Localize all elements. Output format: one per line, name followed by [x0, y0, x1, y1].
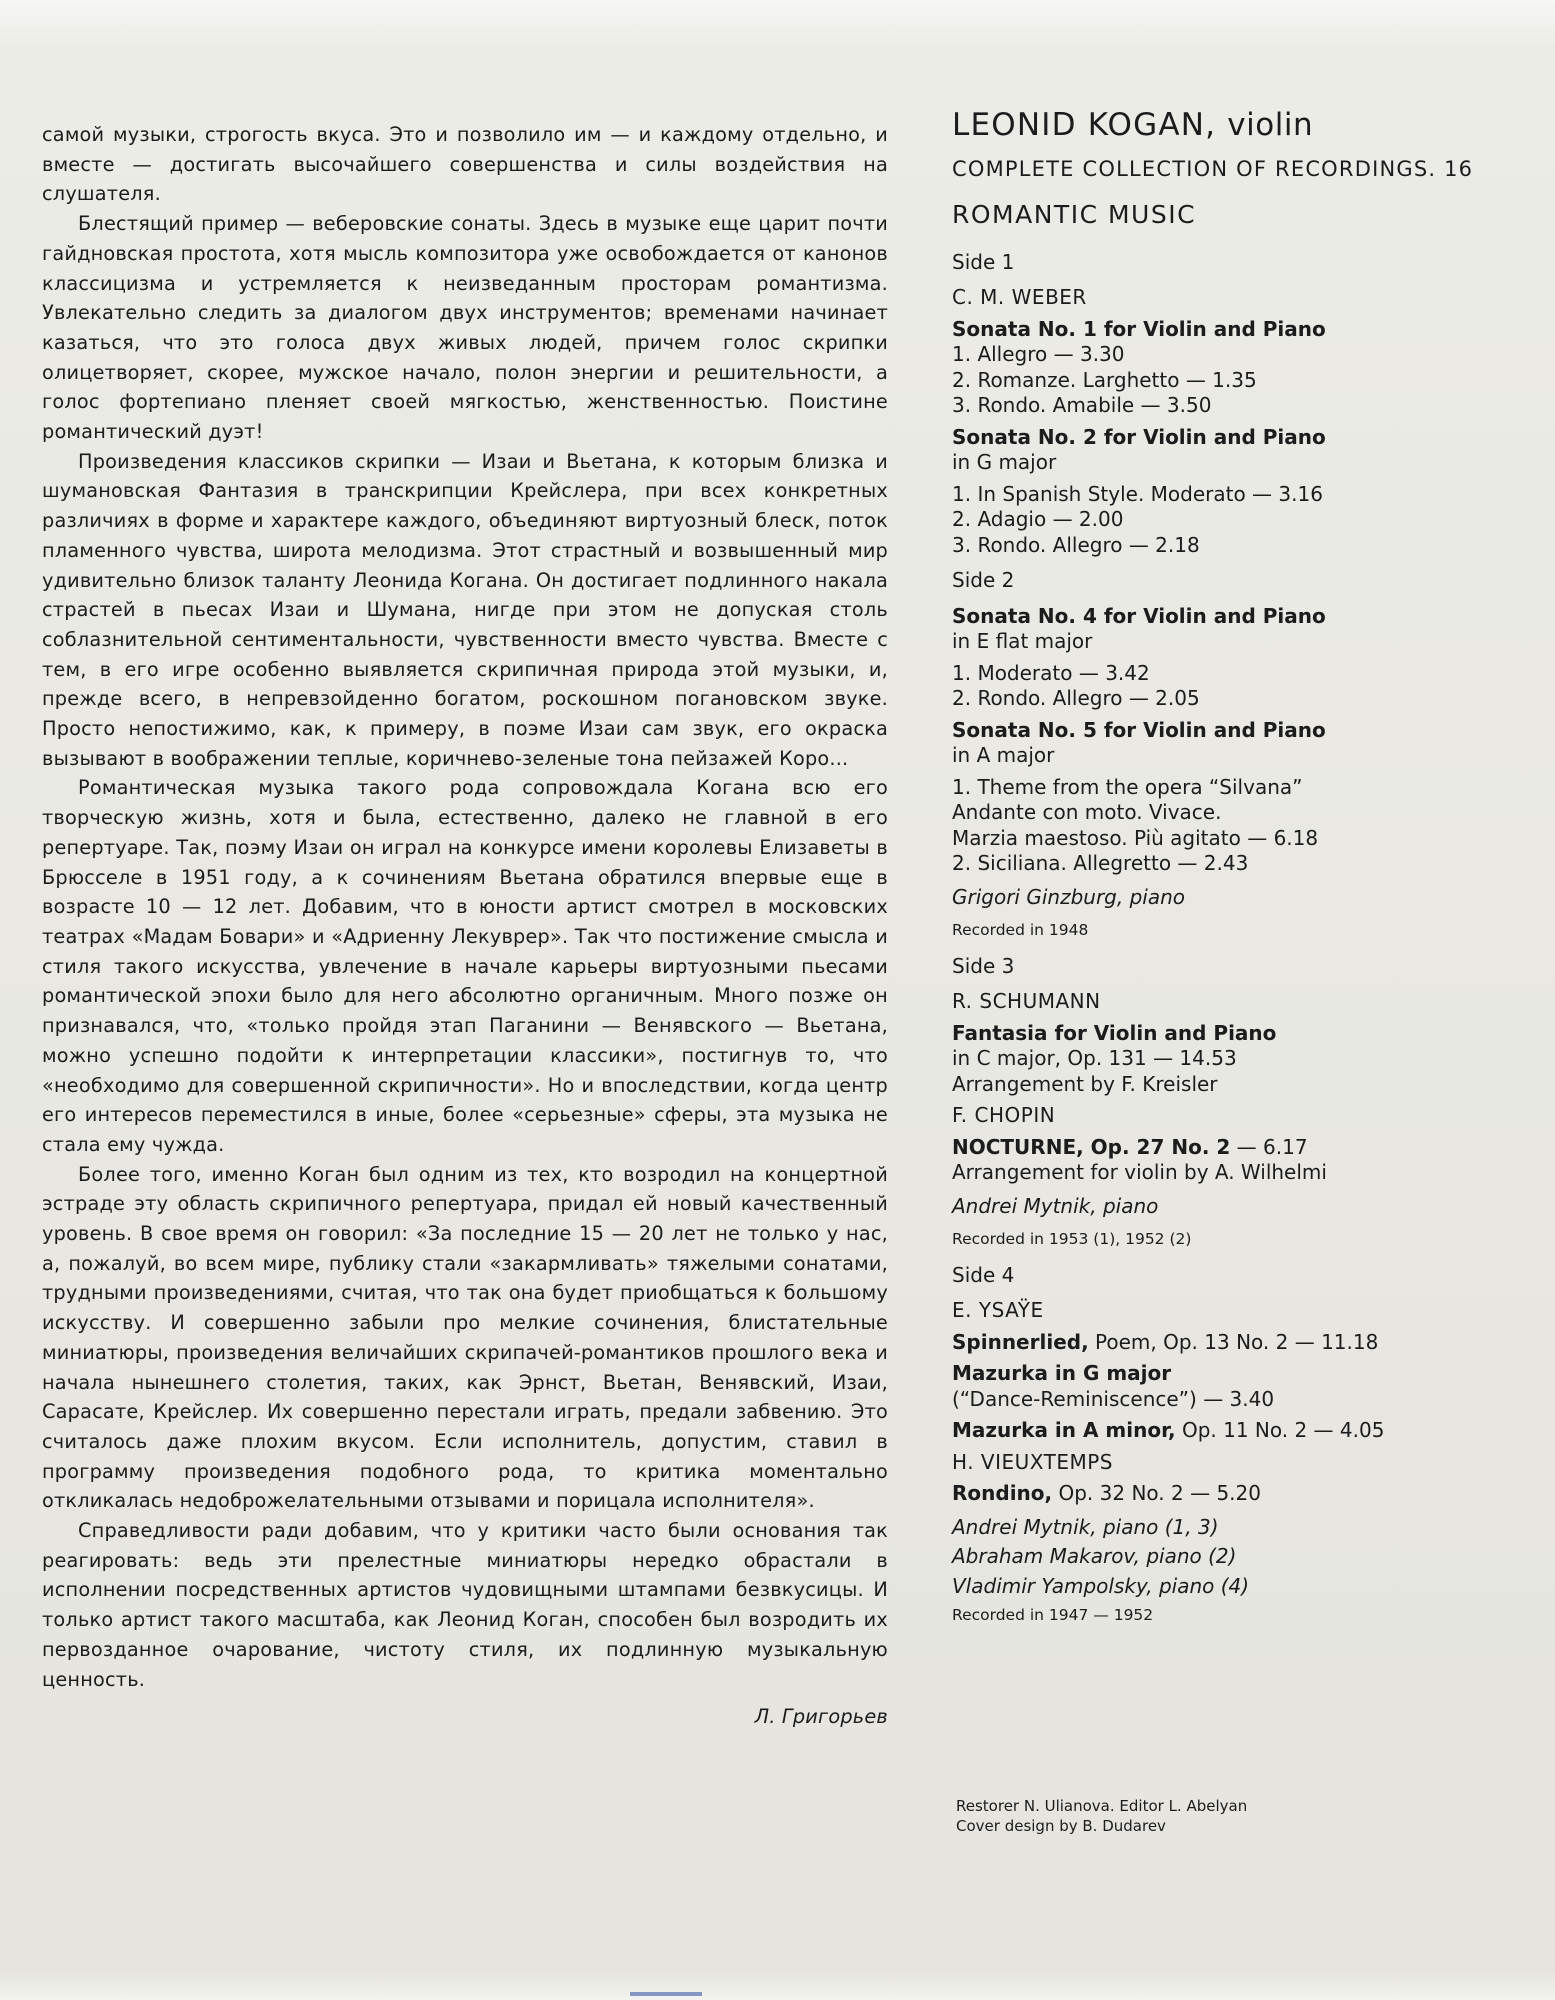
- arrangement-credit: Arrangement for violin by A. Wilhelmi: [952, 1160, 1327, 1184]
- work-title: Mazurka in G major: [952, 1361, 1172, 1385]
- side-label: Side 1: [952, 249, 1015, 274]
- track-line: Marzia maestoso. Più agitato — 6.18: [952, 825, 1319, 850]
- artist-heading: [952, 107, 1512, 143]
- work-title: Mazurka in A minor,: [952, 1418, 1176, 1442]
- work-detail: Poem, Op. 13 No. 2 — 11.18: [1088, 1329, 1379, 1354]
- performer-credit: Abraham Makarov, piano (2): [952, 1544, 1237, 1568]
- work-block: [952, 718, 1512, 877]
- composer-name: F. CHOPIN: [952, 1103, 1056, 1127]
- work-line: [952, 1135, 1512, 1161]
- performer-credit: Vladimir Yampolsky, piano (4): [952, 1573, 1250, 1598]
- work-block: [952, 1418, 1512, 1444]
- work-block: [952, 317, 1512, 419]
- work-title: Sonata No. 1 for Violin and Piano: [952, 316, 1326, 341]
- work-detail: Op. 32 No. 2 — 5.20: [1052, 1481, 1261, 1505]
- work-duration: — 6.17: [1230, 1134, 1308, 1159]
- track-line: 2. Adagio — 2.00: [952, 507, 1124, 531]
- work-title: Rondino,: [952, 1481, 1053, 1505]
- work-block: [952, 425, 1512, 559]
- tracklist: [952, 107, 1512, 1637]
- work-key: in G major: [952, 450, 1057, 474]
- side-label: Side 2: [952, 568, 1015, 592]
- essay-signature: Л. Григорьев: [754, 1705, 888, 1729]
- work-block: [952, 1330, 1512, 1356]
- performer-credit: Grigori Ginzburg, piano: [952, 884, 1185, 909]
- track-line: 1. Moderato — 3.42: [952, 660, 1150, 685]
- cover-bottom-edge: [0, 1972, 1555, 2000]
- performer-credit: Andrei Mytnik, piano: [952, 1193, 1159, 1218]
- track-line: 2. Siciliana. Allegretto — 2.43: [952, 851, 1249, 875]
- credit-line: Cover design by B. Dudarev: [956, 1817, 1166, 1835]
- recording-date: Recorded in 1953 (1), 1952 (2): [952, 1230, 1192, 1248]
- essay-paragraph: Более того, именно Коган был одним из тех, кто возродил на концертной эстраде эту область скрипичного репертуара, придал ей новый качественный уровень. В свое время он говорил: «За последние 15 — 20 лет не только у нас, а, пожалуй, во всем мире, публику стали «закармливать» тяжелыми сонатами, трудными произведениями, считая, что так она будет приобщаться к большому искусству. И совершенно забыли про мелкие сочинения, блистательные миниатюры, произведения величайших скрипачей-романтиков прошлого века и начала нынешнего столетия, таких, как Эрнст, Вьетан, Венявский, Изаи, Сарасате, Крейслер. Их совершенно перестали играть, предали забвению. Это считалось даже плохим вкусом. Если исполнитель, допустим, ставил в программу произведения подобного рода, то критика моментально откликалась недоброжелательными отзывами и порицала исполнителя».: [42, 1162, 888, 1513]
- artist-instrument: violin: [1227, 107, 1314, 143]
- track-line: Andante con moto. Vivace.: [952, 800, 1222, 824]
- track-line: 1. Allegro — 3.30: [952, 342, 1125, 366]
- arrangement-credit: Arrangement by F. Kreisler: [952, 1071, 1218, 1096]
- work-block: [952, 1361, 1512, 1412]
- composer-name: E. YSAŸE: [952, 1298, 1044, 1322]
- essay-paragraph: Справедливости ради добавим, что у критики часто были основания так реагировать: ведь эти прелестные миниатюры нередко обрастали в исполнении посредственных артистов чудовищными штампами безвкусицы. И только артист такого масштаба, как Леонид Коган, способен был возродить их первозданное очарование, чистоту стиля, их подлинную музыкальную ценность.: [42, 1519, 888, 1691]
- work-title: Sonata No. 2 for Violin and Piano: [952, 424, 1326, 449]
- composer-name: C. M. WEBER: [952, 285, 1087, 309]
- work-title: Sonata No. 4 for Violin and Piano: [952, 603, 1326, 628]
- work-detail: (“Dance-Reminiscence”) — 3.40: [952, 1386, 1275, 1411]
- composer-name: H. VIEUXTEMPS: [952, 1449, 1113, 1474]
- work-title: NOCTURNE, Op. 27 No. 2: [952, 1134, 1231, 1159]
- work-title: Fantasia for Violin and Piano: [952, 1020, 1277, 1045]
- track-line: 2. Romanze. Larghetto — 1.35: [952, 367, 1257, 392]
- recording-date: Recorded in 1947 — 1952: [952, 1606, 1154, 1624]
- collection-title: COMPLETE COLLECTION OF RECORDINGS. 16: [952, 156, 1474, 181]
- performer-credit: Andrei Mytnik, piano (1, 3): [952, 1514, 1219, 1539]
- work-title: Sonata No. 5 for Violin and Piano: [952, 717, 1326, 742]
- track-line: 3. Rondo. Allegro — 2.18: [952, 532, 1200, 557]
- essay-paragraph: самой музыки, строгость вкуса. Это и позволило им — и каждому отдельно, и вместе — достигать высочайшего совершенства и силы воздействия на слушателя.: [42, 123, 888, 206]
- side-label: Side 4: [952, 1262, 1015, 1287]
- essay-paragraph: Романтическая музыка такого рода сопровождала Когана всю его творческую жизнь, хотя и была, естественно, далеко не главной в его репертуаре. Так, поэму Изаи он играл на конкурсе имени королевы Елизаветы в Брюсселе в 1951 году, а к сочинениям Вьетана обратился впервые еще в возрасте 10 — 12 лет. Добавим, что в юности артист смотрел в московских театрах «Мадам Бовари» и «Адриенну Лекуврер». Так что постижение смысла и стиля такого искусства, увлечение в начале карьеры виртуозными пьесами романтической эпохи было для него абсолютно органичным. Много позже он признавался, что, «только пройдя этап Паганини — Венявского — Вьетана, можно успешно подойти к интерпретации классики», постигнув то, что «необходимо для совершенной скрипичности». Но и впоследствии, когда центр его интересов переместился в иные, более «серьезные» сферы, эта музыка не стала ему чужда.: [42, 776, 888, 1156]
- recording-date: Recorded in 1948: [952, 921, 1089, 939]
- track-line: 3. Rondo. Amabile — 3.50: [952, 393, 1212, 417]
- side-label: Side 3: [952, 953, 1015, 978]
- artist-name: LEONID KOGAN,: [952, 107, 1217, 143]
- work-block: [952, 1135, 1512, 1186]
- work-line: [952, 1481, 1512, 1507]
- blue-edge-mark: [630, 1992, 702, 1996]
- track-line: 2. Rondo. Allegro — 2.05: [952, 686, 1200, 710]
- liner-notes-essay: [42, 120, 888, 1732]
- work-block: [952, 604, 1512, 712]
- track-line: 1. Theme from the opera “Silvana”: [952, 774, 1303, 799]
- work-title: Spinnerlied,: [952, 1329, 1089, 1354]
- work-detail: Op. 11 No. 2 — 4.05: [1175, 1418, 1385, 1442]
- work-key: in C major, Op. 131 — 14.53: [952, 1046, 1237, 1070]
- production-credits: [956, 1796, 1516, 1836]
- work-line: [952, 1330, 1512, 1356]
- credit-line: Restorer N. Ulianova. Editor L. Abelyan: [956, 1797, 1248, 1815]
- work-key: in A major: [952, 743, 1055, 767]
- essay-paragraph: Произведения классиков скрипки — Изаи и Вьетана, к которым близка и шумановская Фантазия в транскрипции Крейслера, при всех конкретных различиях в форме и характере каждого, объединяют виртуозный блеск, поток пламенного чувства, широта мелодизма. Этот страстный и возвышенный мир удивительно близок таланту Леонида Когана. Он достигает подлинного накала страстей в пьесах Изаи и Шумана, нигде при этом не допуская столь соблазнительной сентиментальности, чувственности вместо чувства. Вместе с тем, в его игре особенно выявляется скрипичная природа этой музыки, и, прежде всего, в непревзойденно богатом, роскошном погановском звуке. Просто непостижимо, как, к примеру, в поэме Изаи сам звук, его окраска вызывают в воображении теплые, коричнево-зеленые тона пейзажей Коро...: [42, 449, 888, 770]
- work-block: [952, 1021, 1512, 1098]
- work-key: in E flat major: [952, 629, 1093, 653]
- genre-title: ROMANTIC MUSIC: [952, 200, 1197, 229]
- composer-name: R. SCHUMANN: [952, 989, 1101, 1013]
- essay-paragraph: Блестящий пример — веберовские сонаты. Здесь в музыке еще царит почти гайдновская простота, хотя мысль композитора уже освобождается от канонов классицизма и устремляется к неизведанным просторам романтизма. Увлекательно следить за диалогом двух инструментов; временами начинает казаться, что это голоса двух живых людей, причем голос скрипки олицетворяет, скорее, мужское начало, полон энергии и решительности, а голос фортепиано пленяет своей мягкостью, женственностью. Поистине романтический дуэт!: [42, 212, 888, 444]
- cover-top-edge: [0, 0, 1555, 50]
- track-line: 1. In Spanish Style. Moderato — 3.16: [952, 481, 1323, 506]
- work-line: [952, 1418, 1512, 1444]
- work-block: [952, 1481, 1512, 1507]
